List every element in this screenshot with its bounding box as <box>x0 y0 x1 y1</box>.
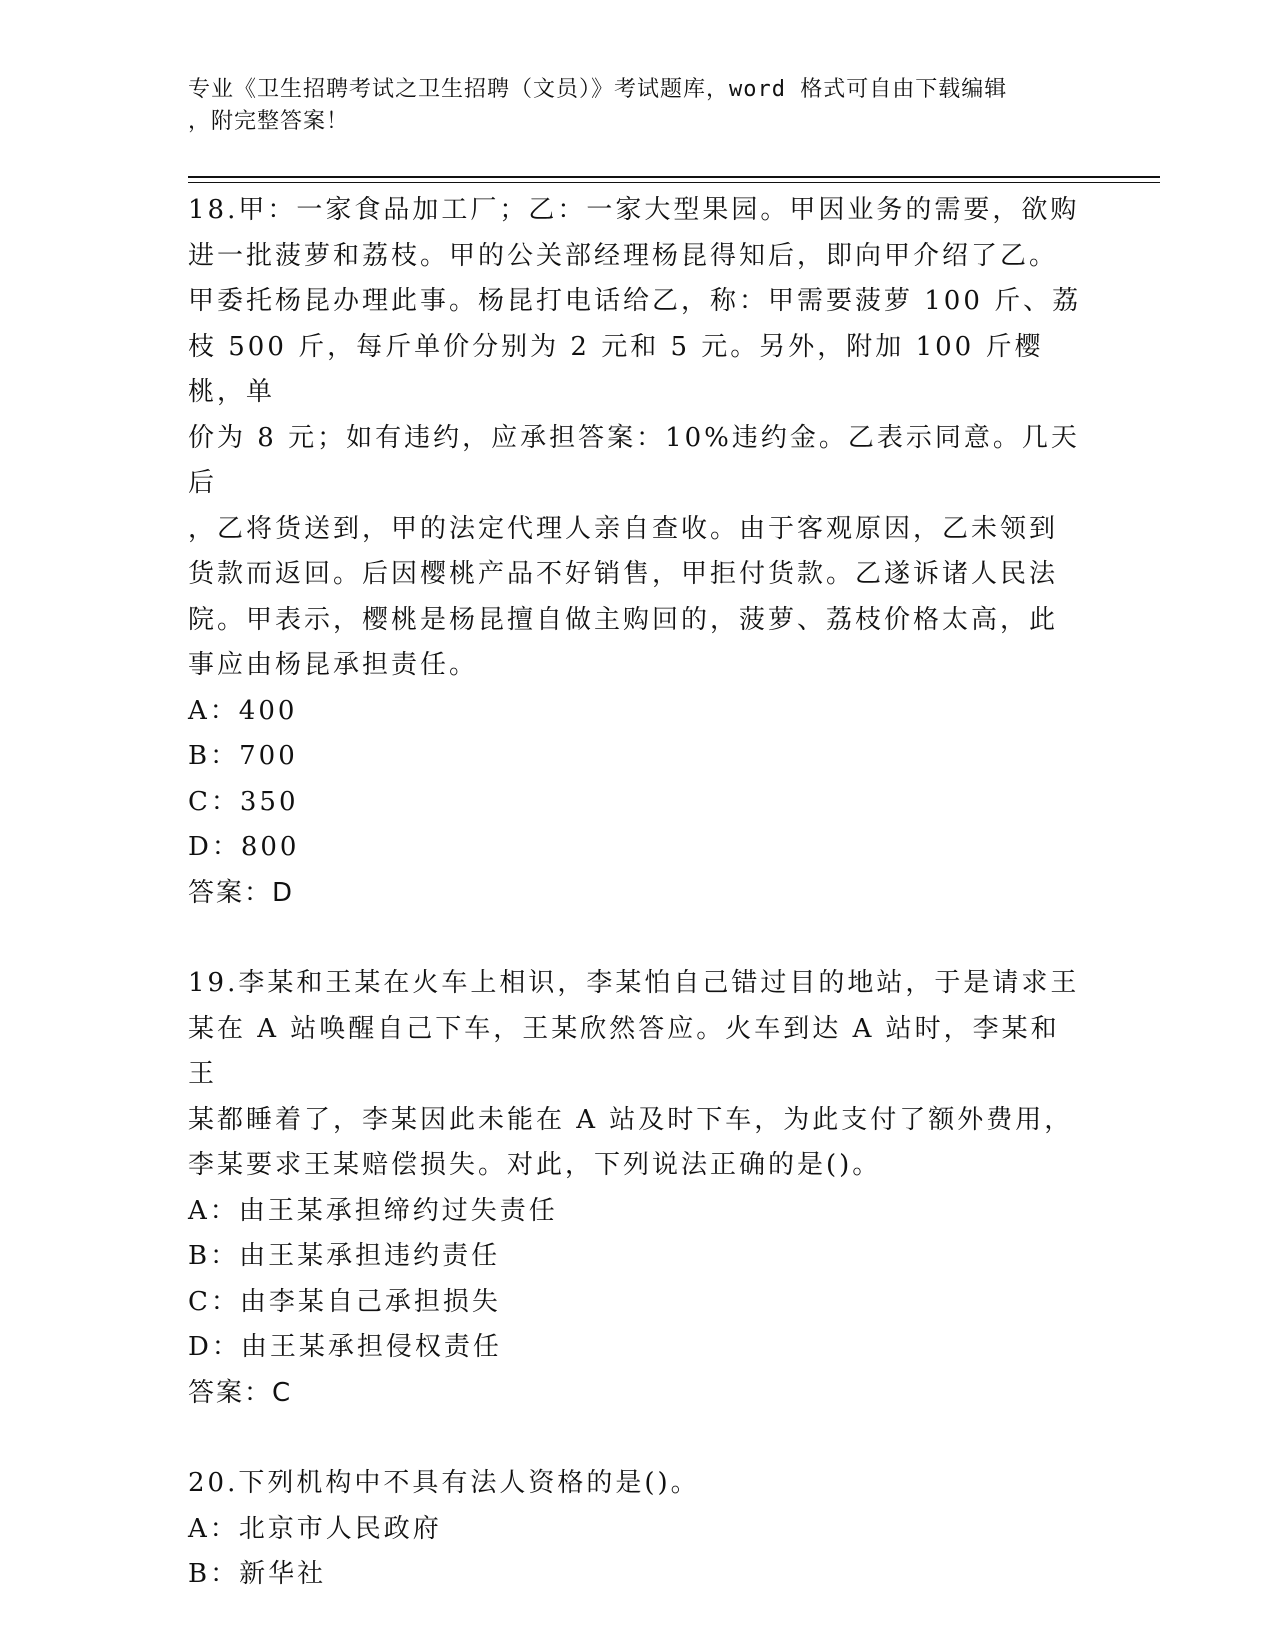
option-c: C：350 <box>188 786 299 817</box>
stem-line: 18.甲：一家食品加工厂；乙：一家大型果园。甲因业务的需要，欲购 <box>188 195 1080 225</box>
question-stem <box>188 188 1088 689</box>
option-a: A：400 <box>188 695 298 726</box>
stem-line: ，乙将货送到，甲的法定代理人亲自查收。由于客观原因，乙未领到 <box>188 513 1059 544</box>
question-stem <box>188 1461 1088 1507</box>
stem-line: 某都睡着了，李某因此未能在 A 站及时下车，为此支付了额外费用， <box>188 1104 1074 1135</box>
header-line-2: ，附完整答案！ <box>188 109 350 134</box>
question-20 <box>188 1461 1088 1598</box>
answer-label: 答案：C <box>188 1377 293 1408</box>
header-divider-thick <box>188 176 1160 178</box>
question-list <box>188 188 1088 1598</box>
option-a: A：北京市人民政府 <box>188 1513 442 1544</box>
option-b: B：由王某承担违约责任 <box>188 1241 501 1271</box>
stem-line: 事应由杨昆承担责任。 <box>188 650 479 680</box>
option-d: D：800 <box>188 832 300 862</box>
stem-line: 某在 A 站唤醒自己下车，王某欣然答应。火车到达 A 站时，李某和王 <box>188 1013 1060 1089</box>
stem-line: 李某要求王某赔偿损失。对此，下列说法正确的是()。 <box>188 1150 882 1180</box>
option-c: C：由李某自己承担损失 <box>188 1286 501 1317</box>
stem-line: 院。甲表示，樱桃是杨昆擅自做主购回的，菠萝、荔枝价格太高，此 <box>188 604 1059 635</box>
stem-line: 进一批菠萝和荔枝。甲的公关部经理杨昆得知后，即向甲介绍了乙。 <box>188 240 1059 271</box>
header-divider-thin <box>188 182 1160 183</box>
stem-line: 20.下列机构中不具有法人资格的是()。 <box>188 1468 700 1498</box>
question-stem <box>188 961 1088 1189</box>
header-line-1: 专业《卫生招聘考试之卫生招聘（文员）》考试题库，word 格式可自由下载编辑 <box>188 77 1008 102</box>
option-a: A：由王某承担缔约过失责任 <box>188 1195 558 1226</box>
stem-line: 枝 500 斤，每斤单价分别为 2 元和 5 元。另外，附加 100 斤樱桃，单 <box>188 331 1044 407</box>
stem-line: 19.李某和王某在火车上相识，李某怕自己错过目的地站，于是请求王 <box>188 968 1080 998</box>
stem-line: 价为 8 元；如有违约，应承担答案：10%违约金。乙表示同意。几天后 <box>188 422 1080 498</box>
document-header <box>188 74 1088 138</box>
option-b: B：700 <box>188 741 298 771</box>
stem-line: 甲委托杨昆办理此事。杨昆打电话给乙，称：甲需要菠萝 100 斤、荔 <box>188 286 1082 316</box>
question-18 <box>188 188 1088 916</box>
option-d: D：由王某承担侵权责任 <box>188 1332 502 1362</box>
answer-label: 答案：D <box>188 877 295 908</box>
option-b: B：新华社 <box>188 1559 327 1589</box>
question-19 <box>188 961 1088 1416</box>
stem-line: 货款而返回。后因樱桃产品不好销售，甲拒付货款。乙遂诉诸人民法 <box>188 559 1059 589</box>
